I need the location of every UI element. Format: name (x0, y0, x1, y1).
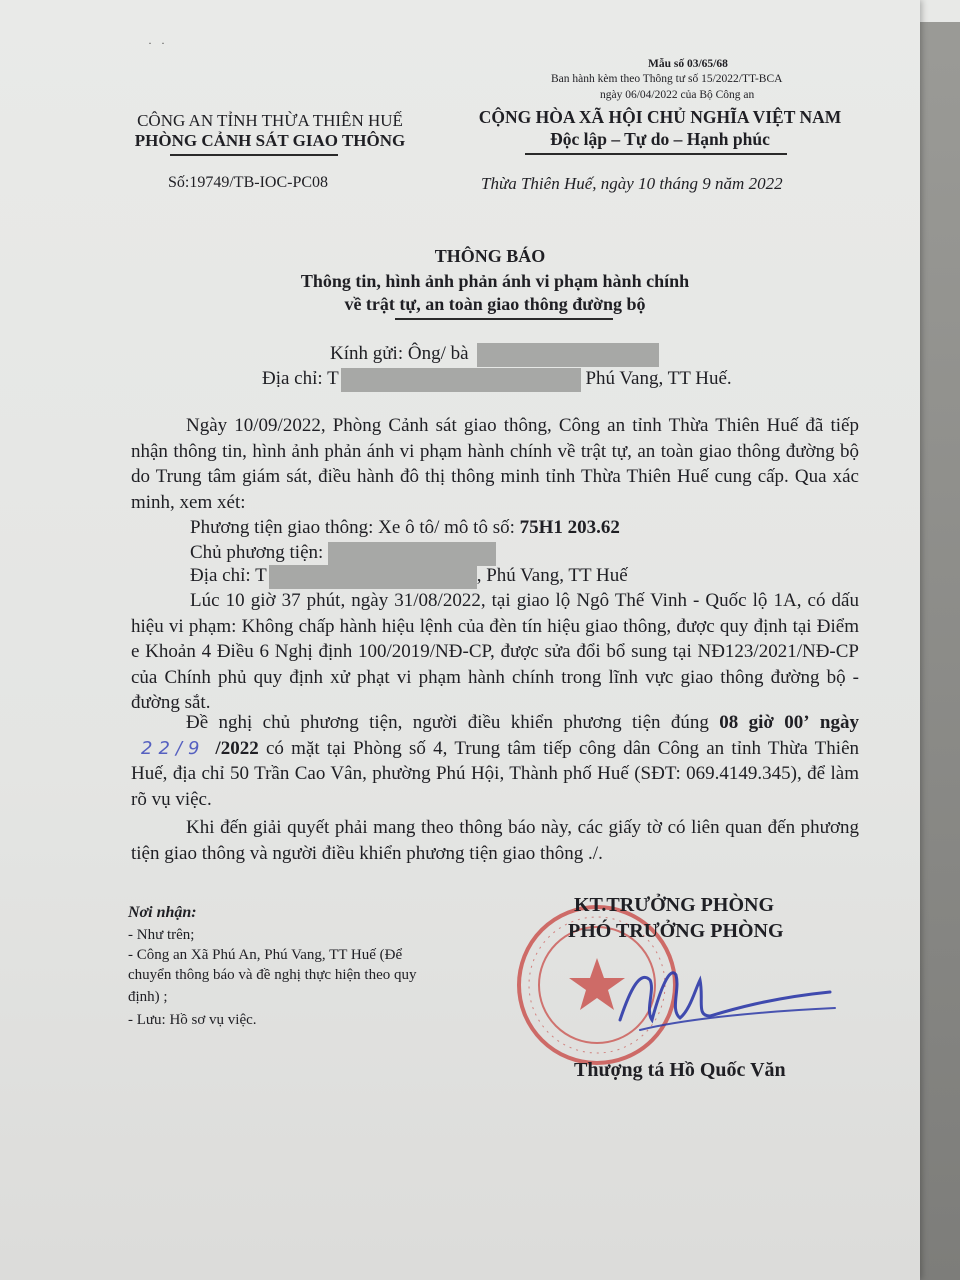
place-date: Thừa Thiên Huế, ngày 10 tháng 9 năm 2022 (481, 174, 783, 193)
p3-rest: có mặt tại Phòng số 4, Trung tâm tiếp công dân Công an tỉnh Thừa Thiên Huế, địa chỉ 50 Trần Cao Vân, phường Phú Hội, Thành phố Huế (SĐT: 069.4149.345), để làm rõ vụ việc. (131, 737, 859, 810)
owner-label: Chủ phương tiện: (190, 542, 324, 563)
motto-line1: CỘNG HÒA XÃ HỘI CHỦ NGHĨA VIỆT NAM (478, 107, 842, 127)
paragraph-1: Ngày 10/09/2022, Phòng Cảnh sát giao thông, Công an tỉnh Thừa Thiên Huế đã tiếp nhận thông tin, hình ảnh phản ánh vi phạm hành chính về trật tự, an toàn giao thông đường bộ do Trung tâm giám sát, điều hành đô thị thông minh tỉnh Thừa Thiên Huế cung cấp. Qua xác minh, xem xét: (131, 415, 859, 513)
p3-time: 08 giờ 00’ (719, 712, 810, 733)
recipient-item-4: định) ; (128, 989, 168, 1005)
notice-subtitle-1: Thông tin, hình ảnh phản ánh vi phạm hành chính (300, 271, 690, 291)
form-issued-line2: ngày 06/04/2022 của Bộ Công an (600, 89, 755, 101)
addressee-address-line (262, 366, 732, 392)
recipient-item-5: - Lưu: Hồ sơ vụ việc. (128, 1012, 257, 1028)
owner-address-line (190, 563, 860, 589)
p3-start: Đề nghị chủ phương tiện, người điều khiển phương tiện đúng (186, 712, 720, 733)
owner-address-label: Địa chỉ: T (190, 565, 267, 586)
signature-line2: PHÓ TRƯỞNG PHÒNG (568, 920, 784, 942)
form-issued-line1: Ban hành kèm theo Thông tư số 15/2022/TT-BCA (551, 73, 783, 85)
subtitle-underline (395, 318, 613, 320)
vehicle-label: Phương tiện giao thông: Xe ô tô/ mô tô số: (190, 517, 520, 538)
addressee-line (330, 341, 659, 367)
punch-marks: · · (148, 36, 168, 50)
agency-line2: PHÒNG CẢNH SÁT GIAO THÔNG (134, 131, 406, 150)
motto-line2: Độc lập – Tự do – Hạnh phúc (550, 129, 770, 149)
owner-address-tail: , Phú Vang, TT Huế (476, 565, 628, 586)
addressee-label: Kính gửi: Ông/ bà (330, 343, 469, 364)
redacted-owner-address (269, 565, 477, 589)
agency-underline (170, 154, 338, 156)
p3-year: /2022 (215, 737, 259, 759)
agency-line1: CÔNG AN TỈNH THỪA THIÊN HUẾ (137, 111, 403, 130)
motto-underline (525, 153, 787, 155)
redacted-address (341, 368, 581, 392)
notice-title: THÔNG BÁO (434, 246, 546, 266)
paragraph-3 (131, 710, 859, 812)
addressee-address-tail: Phú Vang, TT Huế. (585, 368, 732, 389)
form-code: Mẫu số 03/65/68 (648, 58, 728, 70)
owner-line (190, 540, 860, 566)
recipient-item-1: - Như trên; (128, 927, 195, 943)
handwritten-signature (600, 950, 840, 1050)
paragraph-4: Khi đến giải quyết phải mang theo thông báo này, các giấy tờ có liên quan đến phương tiện giao thông và người điều khiển phương tiện giao thông ./. (131, 817, 859, 864)
vehicle-plate: 75H1 203.62 (519, 517, 620, 538)
vehicle-line (190, 515, 860, 541)
document-number: Số:19749/TB-IOC-PC08 (168, 174, 329, 191)
recipient-item-3: chuyển thông báo và đề nghị thực hiện theo quy (128, 967, 417, 983)
redacted-name (477, 343, 659, 367)
signature-line1: KT.TRƯỞNG PHÒNG (574, 894, 774, 916)
recipients-label: Nơi nhận: (128, 904, 197, 921)
addressee-address-label: Địa chỉ: T (262, 368, 339, 389)
notice-subtitle-2: về trật tự, an toàn giao thông đường bộ (344, 294, 646, 314)
p3-handwritten-date: 22/9 (141, 737, 206, 759)
p3-day-label: ngày (819, 712, 859, 733)
paragraph-2: Lúc 10 giờ 37 phút, ngày 31/08/2022, tại giao lộ Ngô Thế Vinh - Quốc lộ 1A, có dấu hiệu vi phạm: Không chấp hành hiệu lệnh của đèn tín hiệu giao thông, được quy định tại Điểm e Khoản 4 Điều 6 Nghị định 100/2019/NĐ-CP, được sửa đổi bổ sung tại NĐ123/2021/NĐ-CP của Chính phủ quy định xử phạt vi phạm hành chính trong lĩnh vực giao thông đường bộ - đường sắt. (131, 590, 859, 713)
recipient-item-2: - Công an Xã Phú An, Phú Vang, TT Huế (Để (128, 947, 403, 963)
signer-name: Thượng tá Hồ Quốc Văn (574, 1059, 786, 1081)
